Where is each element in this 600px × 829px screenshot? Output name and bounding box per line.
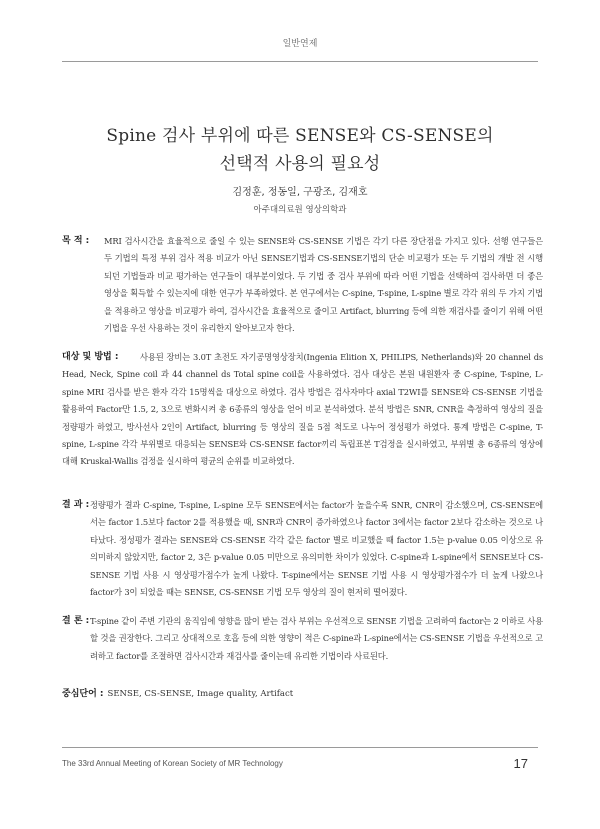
section-purpose bbox=[62, 233, 543, 337]
authors: 김정훈, 정동일, 구광조, 김재호 bbox=[232, 187, 368, 198]
section-body: MRI 검사시간을 효율적으로 줄일 수 있는 SENSE와 CS-SENSE 기법은 각기 다른 장단점을 가지고 있다. 선행 연구들은 두 기법의 특정 부위 검사 적용 비교가 아닌 SENSE기법과 CS-SENSE기법의 단순 비교평가 또는 두 기법의 개발 전 시행되던 기법들과 비교 평가하는 연구들이 대부분이었다. 두 기법 중 검사 부위에 따라 어떤 기법을 선택하여 검사하면 더 좋은 영상을 획득할 수 있는지에 대한 연구가 부족하였다. 본 연구에서는 C-spine, T-spine, L-spine 별로 각각 위의 두 가지 기법을 적용하고 영상을 비교평가 하여, 검사시간을 효율적으로 줄이고 Artifact, blurring 등에 의한 재검사를 줄이기 위해 어떤 기법을 우선 사용하는 것이 유리한지 알아보고자 한다. bbox=[104, 236, 543, 334]
section-tag: 일반연제 bbox=[282, 39, 318, 49]
section-body: 사용된 장비는 3.0T 초전도 자기공명영상장치(Ingenia Elition X, PHILIPS, Netherlands)와 20 channel ds Head, Neck, Spine coil 과 44 channel ds Total spine coil을 사용하였다. 검사 대상은 본원 내원환자 중 C-spine, T-spine, L-spine MRI 검사를 받은 환자 각각 15명씩을 대상으로 하였다. 검사 방법은 검사자마다 axial T2WI를 SENSE와 CS-SENSE 기법을 활용하여 Factor만 1.5, 2, 3으로 변화시켜 총 6종류의 영상을 얻어 비교 분석하였다. 분석 방법은 SNR, CNR을 측정하여 영상의 질을 정량평가 하였고, 방사선사 2인이 Artifact, blurring 등 영상의 질을 5점 척도로 나누어 정성평가 하였다. 통계 방법은 C-spine, T-spine, L-spine 각각 부위별로 대응되는 SENSE와 CS-SENSE factor끼리 독립표본 T검정을 실시하였고, 부위별 총 6종류의 영상에 대해 Kruskal-Wallis 검정을 실시하여 평균의 순위를 비교하였다. bbox=[62, 352, 543, 467]
footer-rule bbox=[62, 747, 538, 748]
section-body: 정량평가 결과 C-spine, T-spine, L-spine 모두 SENSE에서는 factor가 높을수록 SNR, CNR이 감소했으며, CS-SENSE에서는 factor 1.5보다 factor 2를 적용했을 때, SNR과 CNR이 증가하였으나 factor 3에서는 factor 2보다 감소하는 것으로 나타났다. 정성평가 결과는 SENSE와 CS-SENSE 각각 같은 factor 별로 비교했을 때 factor 1.5는 p-value 0.05 이상으로 유의미하지 않았지만, factor 2, 3은 p-value 0.05 미만으로 유의미한 차이가 있었다. C-spine과 L-spine에서 SENSE보다 CS-SENSE 기법 사용 시 영상평가점수가 높게 나왔다. T-spine에서는 SENSE 기법 사용 시 영상평가점수가 더 높게 나왔으나 factor가 3이 되었을 때는 SENSE, CS-SENSE 기법 모두 영상의 질이 현저히 떨어졌다. bbox=[90, 500, 543, 598]
section-label: 결 론 : bbox=[62, 616, 90, 626]
section-results bbox=[62, 497, 543, 601]
affiliation: 아주대의료원 영상의학과 bbox=[253, 205, 347, 215]
section-label: 대상 및 방법 : bbox=[62, 352, 119, 362]
page-number: 17 bbox=[513, 756, 528, 771]
keywords-label: 중심단어 : bbox=[62, 689, 104, 699]
paper-title-line-1: Spine 검사 부위에 따른 SENSE와 CS-SENSE의 bbox=[106, 126, 494, 146]
section-label: 결 과 : bbox=[62, 500, 90, 510]
footer-meeting-name: The 33rd Annual Meeting of Korean Society of MR Technology bbox=[62, 759, 283, 768]
header-rule bbox=[62, 61, 538, 62]
paper-title-line-2: 선택적 사용의 필요성 bbox=[219, 154, 381, 174]
section-methods bbox=[62, 349, 543, 471]
keywords-text: SENSE, CS-SENSE, Image quality, Artifact bbox=[107, 689, 294, 699]
keywords bbox=[62, 686, 543, 703]
section-conclusion bbox=[62, 613, 543, 665]
section-label: 목 적 : bbox=[62, 236, 90, 246]
section-body: T-spine 같이 주변 기관의 움직임에 영향을 많이 받는 검사 부위는 우선적으로 SENSE 기법을 고려하여 factor는 2 이하로 사용할 것을 권장한다. 그리고 상대적으로 호흡 등에 의한 영향이 적은 C-spine과 L-spine에서는 CS-SENSE 기법을 우선적으로 고려하고 factor를 조절하면 검사시간과 재검사를 줄이는데 유리한 기법이라 사료된다. bbox=[90, 616, 543, 661]
